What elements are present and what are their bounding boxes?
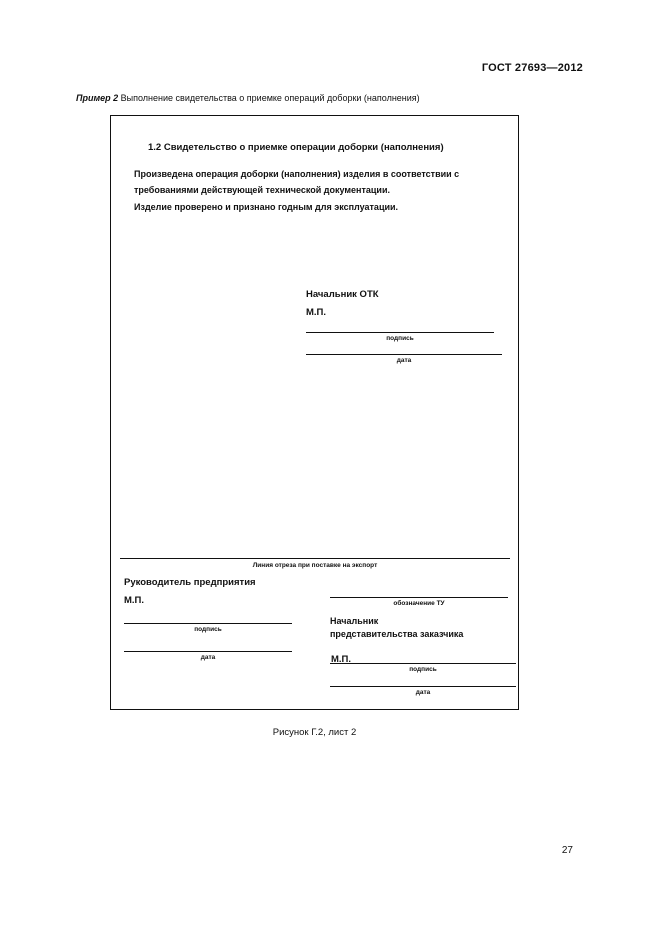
example-label: Пример 2 xyxy=(76,93,119,103)
example-caption xyxy=(76,93,420,103)
enterprise-date-line xyxy=(124,651,292,652)
form-body-line-2: требованиями действующей технической документации. xyxy=(134,185,390,195)
otk-signature-line xyxy=(306,332,494,333)
customer-signature-caption: подпись xyxy=(409,666,437,673)
customer-signature-line xyxy=(330,663,516,664)
form-body-line-1: Произведена операция дoборки (наполнения) изделия в соответствии с xyxy=(134,169,460,179)
form-title: 1.2 Свидетельство о приемке операции дoборки (наполнения) xyxy=(148,142,444,153)
customer-stamp: М.П. xyxy=(331,654,352,665)
page-number: 27 xyxy=(561,845,573,856)
customer-position-line-1: Начальник xyxy=(330,616,379,626)
otk-date-line xyxy=(306,354,502,355)
enterprise-stamp: М.П. xyxy=(124,595,145,606)
customer-date-line xyxy=(330,686,516,687)
otk-signature-caption: подпись xyxy=(386,335,414,342)
customer-date-caption: дата xyxy=(415,689,431,696)
otk-position: Начальник ОТК xyxy=(306,289,379,300)
otk-date-caption: дата xyxy=(396,357,412,364)
otk-stamp: М.П. xyxy=(306,307,327,318)
standard-number: ГОСТ 27693—2012 xyxy=(481,62,583,74)
spec-caption: обозначение ТУ xyxy=(393,600,445,607)
export-cut-caption: Линия отреза при поставке на экспорт xyxy=(252,562,378,569)
spec-line xyxy=(330,597,508,598)
example-text: Выполнение свидетельства о приемке операций дoборки (наполнения) xyxy=(120,93,420,103)
figure-caption: Рисунок Г.2, лист 2 xyxy=(272,727,357,738)
enterprise-signature-caption: подпись xyxy=(194,626,222,633)
customer-position-line-2: представительства заказчика xyxy=(330,629,464,639)
enterprise-head-position: Руководитель предприятия xyxy=(124,577,256,588)
form-body-line-3: Изделие проверено и признано годным для эксплуатации. xyxy=(134,202,399,212)
export-cut-line xyxy=(120,558,510,559)
enterprise-date-caption: дата xyxy=(200,654,216,661)
enterprise-signature-line xyxy=(124,623,292,624)
